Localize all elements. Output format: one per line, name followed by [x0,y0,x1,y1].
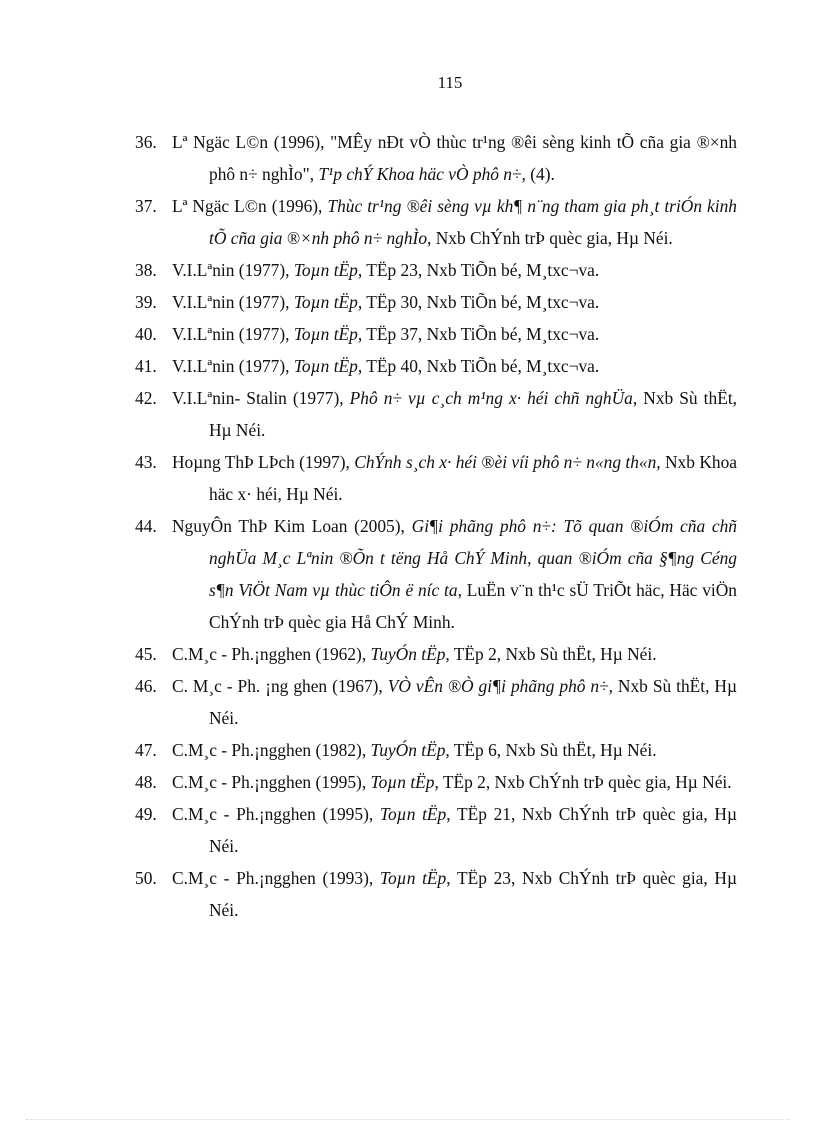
reference-item [0,382,816,446]
reference-details: , TËp 2, Nxb ChÝnh trÞ quèc gia, Hµ Néi. [434,772,732,792]
reference-details: , TËp 2, Nxb Sù thËt, Hµ Néi. [445,644,657,664]
reference-title: T¹p chÝ Khoa häc vÒ phô n÷, [318,164,526,184]
reference-item [0,862,816,926]
reference-authors: C.M¸c - Ph.¡ngghen (1995), [172,804,380,824]
reference-title: Phô n÷ vµ c¸ch m¹ng x· héi chñ nghÜa [349,388,633,408]
reference-authors: V.I.Lªnin (1977), [172,260,294,280]
reference-number: 44. [135,516,157,536]
reference-text [172,734,737,766]
reference-title: Toµn tËp [293,356,358,376]
reference-item [0,734,816,766]
reference-item [0,286,816,318]
reference-number: 37. [135,196,157,216]
reference-details: Nxb Khoa häc x· héi, Hµ Néi. [209,452,737,504]
page-number: 115 [437,73,463,92]
reference-item [0,766,816,798]
reference-text [172,670,737,734]
reference-number: 40. [135,324,157,344]
reference-number: 49. [135,804,157,824]
reference-text [172,446,737,510]
reference-text [172,126,737,190]
reference-number: 43. [135,452,157,472]
reference-title: Toµn tËp [293,260,358,280]
reference-item [0,670,816,734]
reference-authors: V.I.Lªnin (1977), [172,356,294,376]
reference-authors: C.M¸c - Ph.¡ngghen (1993), [172,868,380,888]
reference-text [172,638,737,670]
reference-title: Gi¶i phãng phô n÷: Tõ quan ®iÓm cña chñ nghÜa M¸c Lªnin ®Õn t tëng Hå ChÝ Minh, quan ®iÓm cña §¶ng Céng s¶n ViÖt Nam vµ thùc tiÔn ë níc ta [209,516,737,600]
reference-title: TuyÓn tËp [370,644,446,664]
reference-details: , Nxb Sù thËt, Hµ Néi. [209,388,738,440]
reference-item [0,350,816,382]
reference-details: , TËp 40, Nxb TiÕn bé, M¸txc¬va. [357,356,600,376]
reference-item [0,446,816,510]
reference-number: 48. [135,772,157,792]
reference-text [172,862,738,926]
reference-text [172,254,737,286]
reference-item [0,798,816,862]
reference-title: Toµn tËp [379,804,447,824]
reference-item [0,126,816,190]
reference-details: , LuËn v¨n th¹c sÜ TriÕt häc, Häc viÖn ChÝnh trÞ quèc gia Hå ChÝ Minh. [209,580,737,632]
reference-number: 50. [135,868,157,888]
reference-details: , TËp 6, Nxb Sù thËt, Hµ Néi. [445,740,657,760]
reference-title: Thùc tr¹ng ®êi sèng vµ kh¶ n¨ng tham gia ph¸t triÓn kinh tÕ cña gia ®×nh phô n÷ nghÌo [209,196,737,248]
reference-details: , Nxb Sù thËt, Hµ Néi. [209,676,737,728]
reference-number: 41. [135,356,157,376]
reference-title: Toµn tËp [379,868,447,888]
reference-authors: Lª Ngäc L©n (1996), "MÊy nÐt vÒ thùc tr¹ng ®êi sèng kinh tÕ cña gia ®×nh phô n÷ nghÌo", [172,132,737,184]
reference-authors: C.M¸c - Ph.¡ngghen (1995), [172,772,371,792]
reference-item [0,190,816,254]
reference-text [172,382,738,446]
reference-details: , TËp 37, Nxb TiÕn bé, M¸txc¬va. [357,324,600,344]
reference-list [0,126,816,926]
reference-details: , TËp 23, Nxb TiÕn bé, M¸txc¬va. [357,260,600,280]
reference-text [172,286,737,318]
reference-number: 46. [135,676,157,696]
reference-title: Toµn tËp [293,324,358,344]
reference-title: VÒ vÊn ®Ò gi¶i phãng phô n÷ [387,676,609,696]
reference-details: (4). [525,164,555,184]
reference-details: , Nxb ChÝnh trÞ quèc gia, Hµ Néi. [427,228,673,248]
reference-authors: V.I.Lªnin (1977), [172,292,294,312]
reference-number: 42. [135,388,157,408]
reference-authors: Hoµng ThÞ LÞch (1997), [172,452,355,472]
page-bottom-divider [26,1119,790,1120]
reference-number: 47. [135,740,157,760]
reference-number: 45. [135,644,157,664]
reference-authors: C.M¸c - Ph.¡ngghen (1982), [172,740,371,760]
reference-text [172,766,737,798]
reference-details: , TËp 30, Nxb TiÕn bé, M¸txc¬va. [357,292,600,312]
reference-number: 36. [135,132,157,152]
reference-authors: NguyÔn ThÞ Kim Loan (2005), [172,516,412,536]
reference-details: , TËp 23, Nxb ChÝnh trÞ quèc gia, Hµ Néi. [209,868,738,920]
reference-authors: C. M¸c - Ph. ¡ng ghen (1967), [172,676,388,696]
reference-text [172,510,737,638]
reference-details: , TËp 21, Nxb ChÝnh trÞ quèc gia, Hµ Néi. [209,804,738,856]
reference-title: TuyÓn tËp [370,740,446,760]
reference-title: Toµn tËp [370,772,435,792]
reference-item [0,638,816,670]
reference-number: 39. [135,292,157,312]
reference-authors: C.M¸c - Ph.¡ngghen (1962), [172,644,371,664]
reference-text [172,190,737,254]
reference-text [172,318,737,350]
reference-authors: Lª Ngäc L©n (1996), [172,196,328,216]
reference-authors: V.I.Lªnin- Stalin (1977), [172,388,350,408]
reference-text [172,798,738,862]
reference-number: 38. [135,260,157,280]
reference-title: Toµn tËp [293,292,358,312]
reference-item [0,510,816,638]
reference-authors: V.I.Lªnin (1977), [172,324,294,344]
reference-text [172,350,737,382]
reference-title: ChÝnh s¸ch x· héi ®èi víi phô n÷ n«ng th«n, [354,452,661,472]
reference-item [0,318,816,350]
reference-item [0,254,816,286]
